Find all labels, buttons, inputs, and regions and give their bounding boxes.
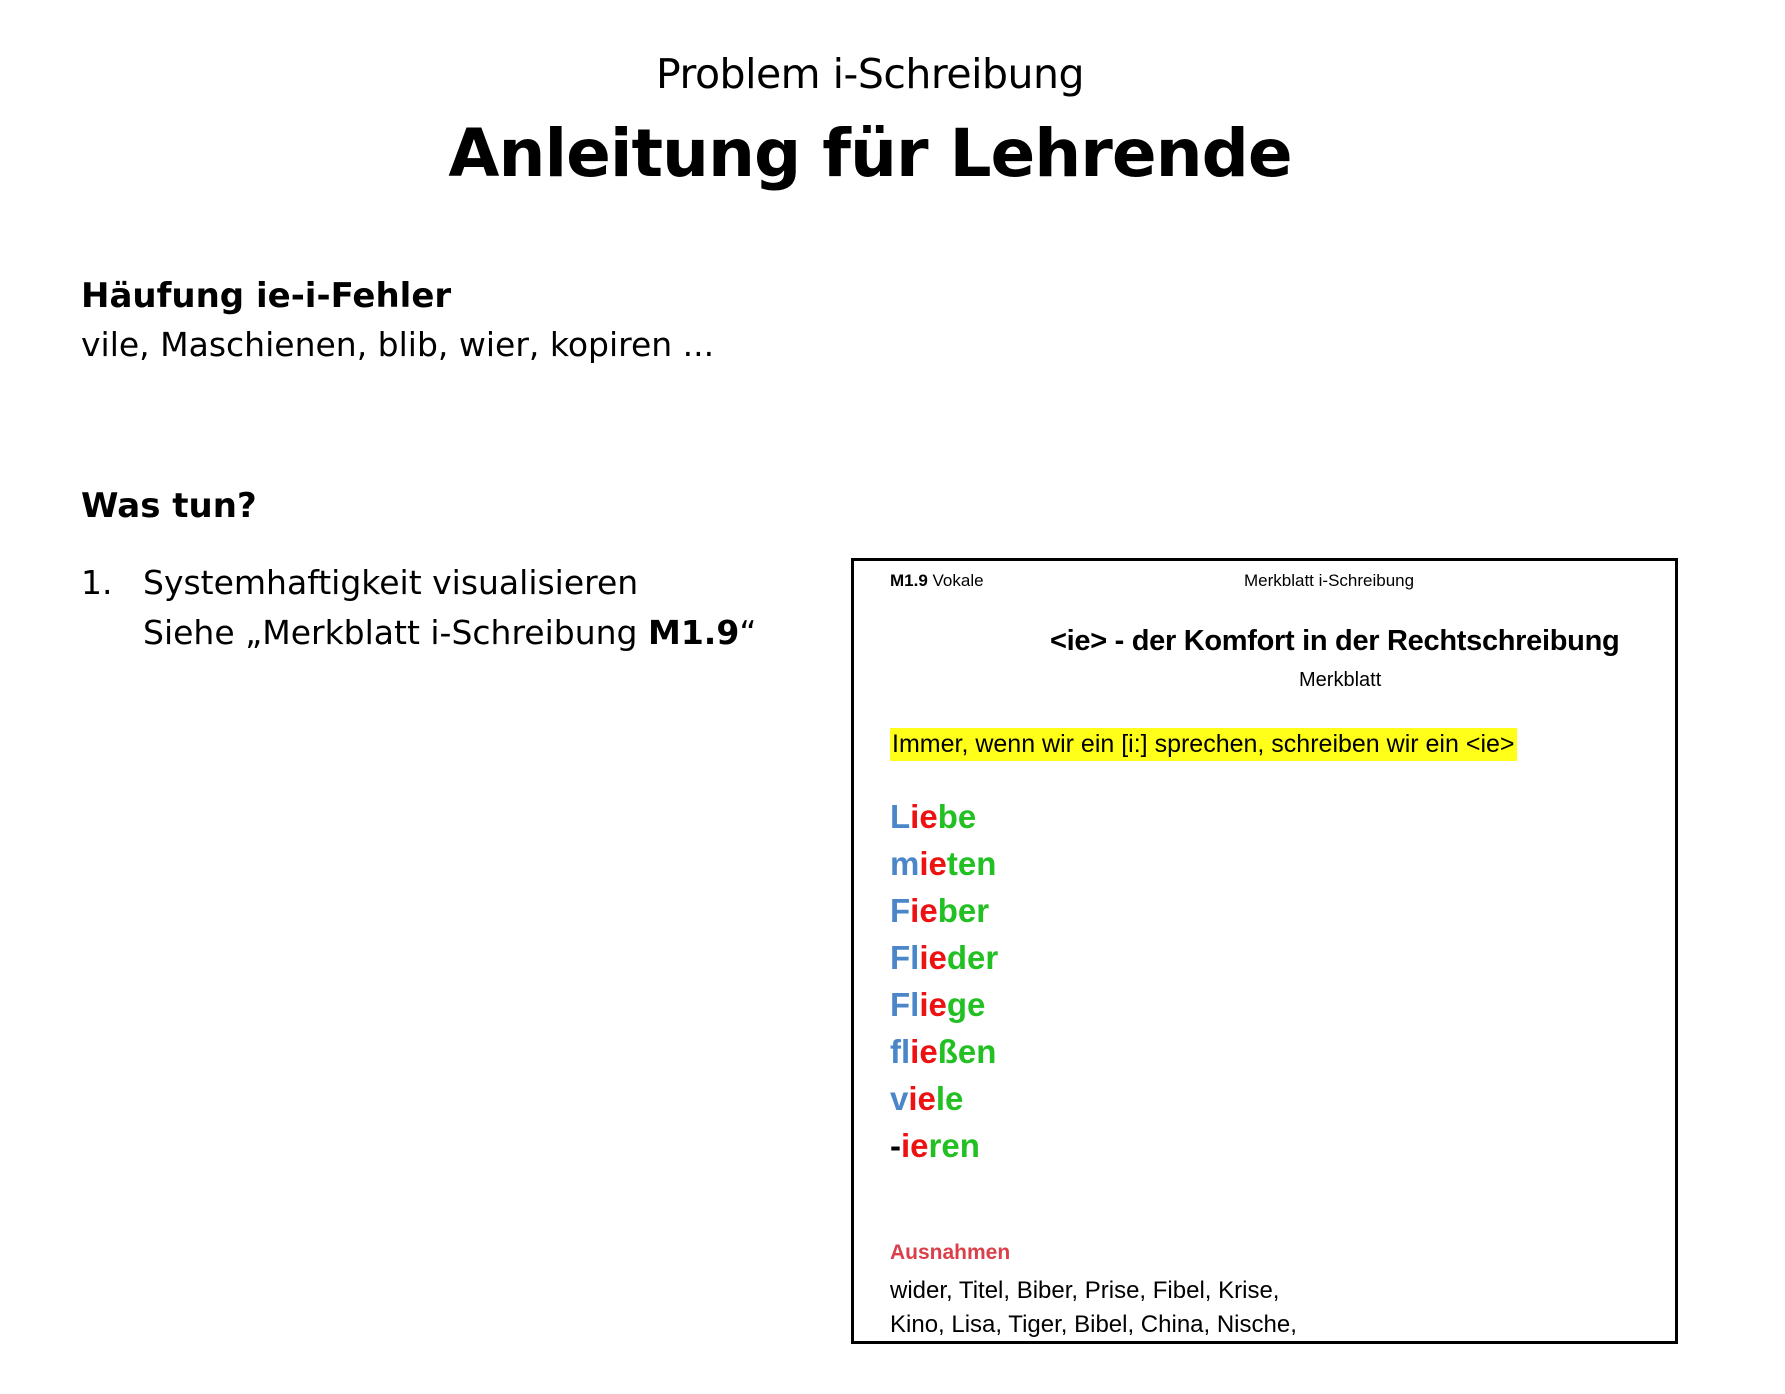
- word-part-rest: be: [937, 798, 977, 835]
- list-item-line2-post: “: [739, 613, 757, 652]
- list-item-number: 1.: [81, 563, 113, 602]
- word-part-ie: ie: [910, 892, 938, 929]
- word-part-onset: F: [890, 892, 911, 929]
- list-item-line2: [143, 613, 756, 652]
- example-word: [890, 1122, 998, 1169]
- word-part-ie: ie: [908, 1080, 936, 1117]
- sheet-code-number: M1.9: [890, 571, 928, 590]
- word-list: [890, 793, 998, 1169]
- word-part-ie: ie: [919, 939, 947, 976]
- list-item-line2-code: M1.9: [648, 613, 740, 652]
- sheet-header-title: Merkblatt i-Schreibung: [1244, 571, 1415, 590]
- example-word: [890, 1028, 998, 1075]
- example-word: [890, 840, 998, 887]
- word-part-ie: ie: [919, 845, 947, 882]
- word-part-ie: ie: [901, 1127, 929, 1164]
- word-part-rest: ge: [946, 986, 986, 1023]
- example-word: [890, 793, 998, 840]
- word-part-rest: ren: [928, 1127, 980, 1164]
- word-part-rest: ßen: [937, 1033, 997, 1070]
- word-part-onset: -: [890, 1127, 901, 1164]
- example-word: [890, 934, 998, 981]
- word-part-onset: L: [890, 798, 911, 835]
- section-heading-errors: Häufung ie-i-Fehler: [81, 276, 452, 316]
- example-word: [890, 981, 998, 1028]
- exceptions-line-1: wider, Titel, Biber, Prise, Fibel, Krise,: [890, 1277, 1280, 1304]
- sheet-code: [890, 571, 984, 591]
- sheet-title: <ie> - der Komfort in der Rechtschreibung: [1050, 625, 1620, 657]
- word-part-onset: Fl: [890, 986, 920, 1023]
- list-item-line2-pre: Siehe „Merkblatt i-Schreibung: [143, 613, 648, 652]
- word-part-ie: ie: [910, 1033, 938, 1070]
- word-part-onset: fl: [890, 1033, 911, 1070]
- word-part-onset: v: [890, 1080, 909, 1117]
- word-part-rest: le: [935, 1080, 964, 1117]
- sheet-code-label: Vokale: [927, 571, 984, 590]
- word-part-ie: ie: [910, 798, 938, 835]
- sheet-subtitle: Merkblatt: [1299, 669, 1382, 691]
- word-part-rest: ten: [946, 845, 997, 882]
- error-examples: vile, Maschienen, blib, wier, kopiren ...: [81, 325, 715, 364]
- list-item-line1: Systemhaftigkeit visualisieren: [143, 563, 639, 602]
- example-word: [890, 887, 998, 934]
- word-part-onset: m: [890, 845, 920, 882]
- page-title: Anleitung für Lehrende: [448, 115, 1292, 192]
- section-heading-action: Was tun?: [81, 486, 257, 526]
- exceptions-line-2: Kino, Lisa, Tiger, Bibel, China, Nische,: [890, 1311, 1297, 1338]
- example-word: [890, 1075, 998, 1122]
- sheet-rule: Immer, wenn wir ein [i:] sprechen, schreiben wir ein <ie>: [890, 728, 1517, 761]
- merkblatt-sheet: [851, 558, 1678, 1344]
- word-part-ie: ie: [919, 986, 947, 1023]
- word-part-rest: ber: [937, 892, 990, 929]
- supertitle: Problem i-Schreibung: [656, 50, 1084, 98]
- word-part-onset: Fl: [890, 939, 920, 976]
- word-part-rest: der: [946, 939, 999, 976]
- exceptions-heading: Ausnahmen: [890, 1241, 1011, 1264]
